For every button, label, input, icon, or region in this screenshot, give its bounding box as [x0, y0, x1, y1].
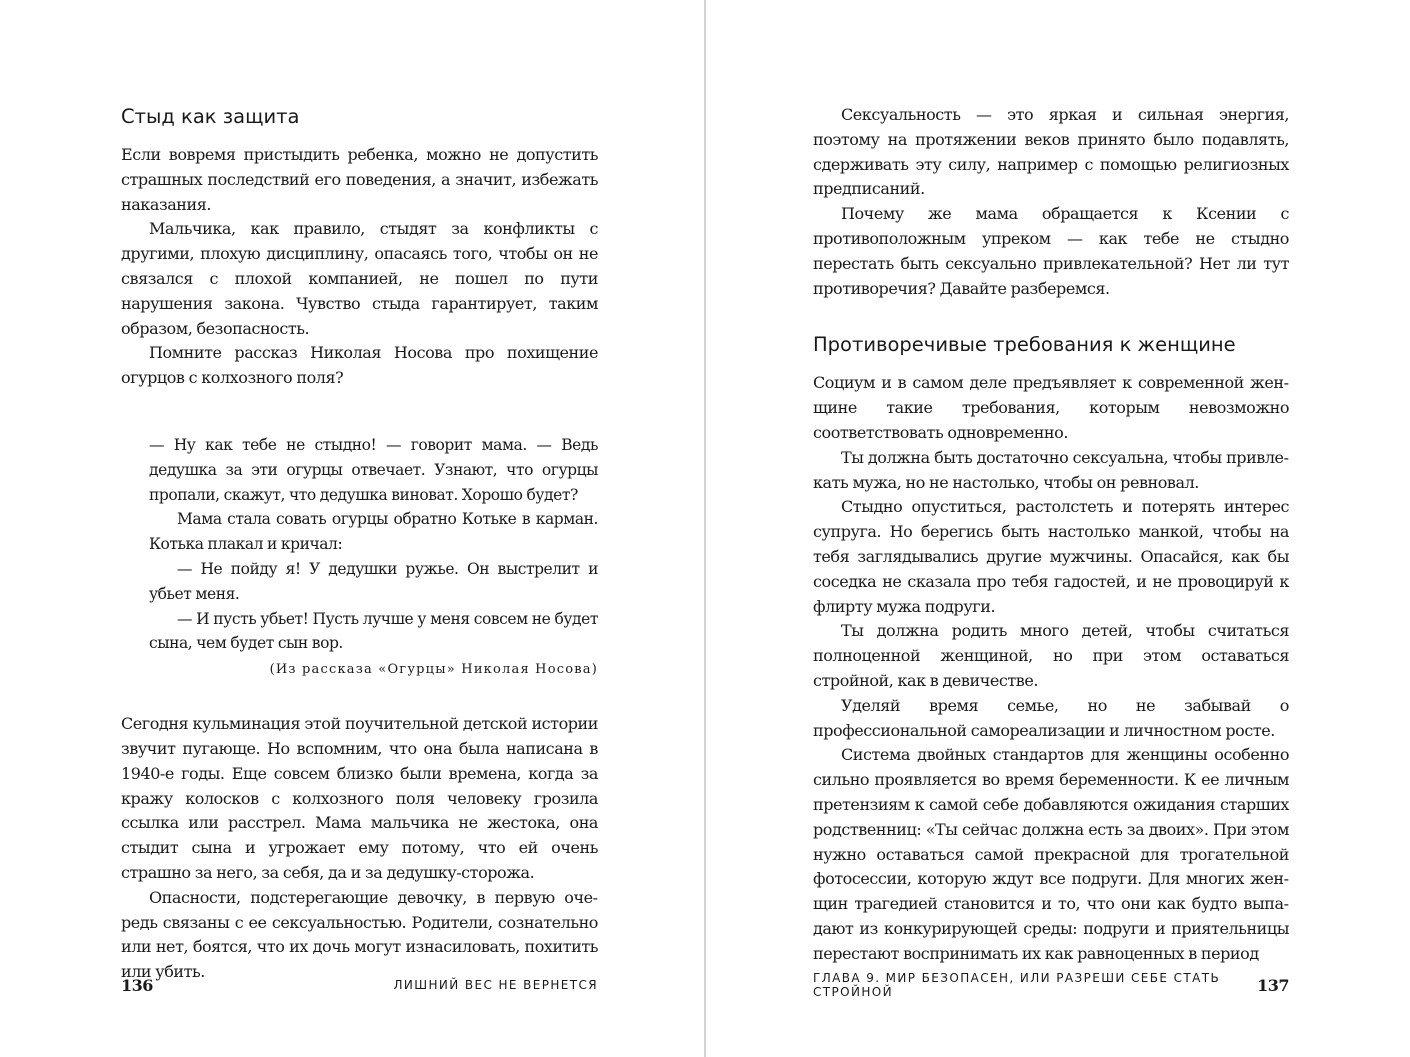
quote-paragraph: — И пусть убьет! Пусть лучше у меня совсем не будет сына, чем будет сын вор. [149, 609, 598, 653]
page-number: 136 [121, 975, 153, 995]
block-quote [149, 433, 598, 680]
paragraph: Социум и в самом деле предъявляет к современной женщине такие требования, которым невозможно соответствовать одновременно. [813, 373, 1289, 442]
paragraph: Если вовремя пристыдить ребенка, можно не допустить страшных последствий его поведения, а значит, избежать наказания. [121, 145, 598, 214]
running-head: ГЛАВА 9. МИР БЕЗОПАСЕН, ИЛИ РАЗРЕШИ СЕБЕ СТАТЬ СТРОЙНОЙ [813, 971, 1221, 999]
paragraph: Сексуальность — это яркая и сильная энергия, поэтому на протяжении веков принято было подавлять, сдерживать эту силу, например с помощью религиозных предписаний. [813, 105, 1289, 199]
paragraph: Ты должна быть достаточно сексуальна, чтобы привлекать мужа, но не настолько, чтобы он ревновал. [813, 447, 1289, 492]
quote-paragraph: — Ну как тебе не стыдно! — говорит мама. — Ведь дедушка за эти огурцы отвечает. Узнают, что огурцы пропали, скажут, что дедушка виноват. Хорошо будет? [149, 435, 598, 504]
right-page-footer [813, 972, 1289, 998]
paragraph: Стыдно опуститься, растолстеть и потерять интерес супруга. Но берегись быть настолько манкой, чтобы на тебя заглядывались другие мужчины. Опасайся, как бы соседка не сказала про тебя гадостей, и не провоцируй к флирту мужа подруги. [813, 497, 1289, 616]
right-text-column [813, 103, 1289, 967]
paragraph: Почему же мама обращается к Ксении с противоположным упреком — как тебе не стыдно перестать быть сексуально привлекательной? Нет ли тут противоречия? Давайте разберемся. [813, 204, 1289, 298]
left-page-footer [121, 972, 598, 998]
left-text-column [121, 103, 598, 985]
paragraph: Помните рассказ Николая Носова про похищение огурцов с колхозного поля? [121, 343, 598, 388]
page-number: 137 [1257, 975, 1289, 995]
quote-attribution: (Из рассказа «Огурцы» Николая Носова) [269, 662, 598, 678]
section-heading-contradictions: Противоречивые требования к женщине [813, 333, 1236, 357]
left-page [0, 0, 704, 1057]
quote-paragraph: Мама стала совать огурцы обратно Котьке в карман. Котька плакал и кричал: [149, 510, 598, 554]
paragraph: Мальчика, как правило, стыдят за конфликты с другими, плохую дисциплину, опасаясь того, чтобы он не связался с плохой компанией, не пошел по пути нарушения закона. Чувство стыда гарантирует, таким образом, безопасность. [121, 219, 598, 338]
paragraph: Ты должна родить много детей, чтобы считаться полноценной женщиной, но при этом оставаться стройной, как в девичестве. [813, 621, 1289, 690]
paragraph: Опасности, подстерегающие девочку, в первую очередь связаны с ее сексуальностью. Родители, сознательно или нет, боятся, что их дочь могут изнасиловать, похитить или убить. [121, 887, 598, 982]
quote-paragraph: — Не пойду я! У дедушки ружье. Он выстрелит и убьет меня. [149, 559, 598, 603]
paragraph: Уделяй время семье, но не забывай о профессиональной самореализации и личностном росте. [813, 695, 1289, 740]
right-page [707, 0, 1410, 1057]
paragraph: Сегодня кульминация этой поучительной детской истории звучит пугающе. Но вспомним, что она была написана в 1940-е годы. Еще совсем близко были времена, когда за кражу колосков с колхозного поля человеку грозила ссылка или расстрел. Мама мальчика не жестока, она стыдит сына и угрожает ему потому, что ей очень страшно за него, за себя, да и за дедушку-сторожа. [121, 714, 598, 882]
running-head: ЛИШНИЙ ВЕС НЕ ВЕРНЕТСЯ [393, 978, 598, 992]
paragraph: Система двойных стандартов для женщины особенно сильно проявляется во время беременности. К ее личным претензиям к самой себе добавляются ожидания старших родственниц: «Ты сейчас должна есть за двоих». При этом нужно оставаться самой прекрасной для трогательной фотосессии, которую ждут все подруги. Для многих женщин трагедией становится и то, что они как будто выпадают из конкурирующей среды: подруги и приятельницы перестают воспринимать их как равноценных в период [813, 745, 1289, 963]
section-heading-shame: Стыд как защита [121, 105, 300, 128]
page-gutter [704, 0, 706, 1057]
